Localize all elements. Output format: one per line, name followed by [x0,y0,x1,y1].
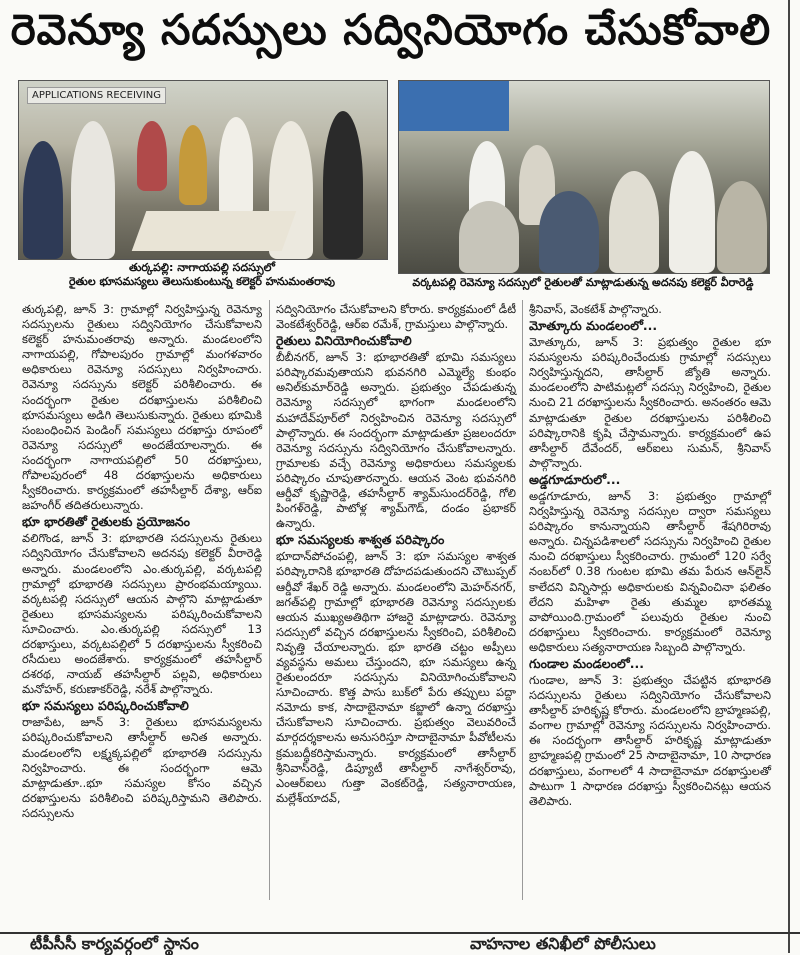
caption-line: తుర్కపల్లి: నాగాయపల్లి సదస్సులో [129,261,275,274]
column-divider [522,300,523,900]
column-divider [269,300,270,900]
subheading: రైతులు వినియోగించుకోవాలి [276,333,412,349]
person-figure [717,181,767,273]
next-headline-right: వాహనాల తనిఖీలో పోలీసులు [470,934,656,953]
paragraph: బీబీనగర్, జూన్ 3: భూభారతితో భూమి సమస్యలు పరిష్కారమవుతాయని భువనగిరి ఎమ్మెల్యే కుంభం అనిల్‌కుమార్‌రెడ్డి అన్నారు. ప్రభుత్వం చేపడుతున్న రెవెన్యూ సదస్సులో భాగంగా మండలంలోని మహాదేవ్‌పూర్‌లో నిర్వహించిన రెవెన్యూ సదస్సులో పాల్గొన్నారు. ఈ సందర్భంగా మాట్లాడుతూ ప్రజలందరూ రెవెన్యూ సదస్సును సద్వినియోగం చేసుకోవాలన్నారు. గ్రామాలకు వచ్చే రెవెన్యూ అధికారులు సమస్యలకు పరిష్కారం చూపుతారన్నారు. ఆయన వెంట భువనగిరి ఆర్డీవో కృష్ణారెడ్డి, తహసీల్దార్ శ్యామ్‌సుందర్‌రెడ్డి, గోలి పింగళ్‌రెడ్డి, పాటోళ్ల శ్యామ్‌గౌడ్, దండం ప్రభాకర్ ఉన్నారు. [276,350,516,531]
subheading: మోత్కూరు మండలంలో... [529,318,658,334]
next-article-strip [0,932,800,955]
subheading: గుండాల మండలంలో... [529,655,645,671]
subheading: భూ సమస్యలు పరిష్కరించుకోవాలి [22,698,189,714]
right-border-rule [788,0,790,953]
paragraph: శ్రీనివాస్, వెంకటేశ్ పాల్గొన్నారు. [529,302,662,316]
paragraph: మోత్కూరు, జూన్ 3: ప్రభుత్వం రైతుల భూ సమస్యలను పరిష్కరించేందుకు గ్రామాల్లో సదస్సులు నిర్వహిస్తున్నదని, తాసీల్దార్ జ్యోతి అన్నారు. మండలంలోని పాటిమట్లలో సదస్సు నిర్వహించి, రైతుల నుంచి 21 దరఖాస్తులను స్వీకరించారు. అనంతరం ఆమె మాట్లాడుతూ రైతుల దరఖాస్తులను పరిశీలించి పరిష్కారానికి కృషి చేస్తామన్నారు. కార్యక్రమంలో ఉప తాసీల్దార్ దేవేందర్, ఆర్ఐలు సుమన్, శ్రీనివాస్ పాల్గొన్నారు. [529,335,771,470]
caption-line: వర్కటపల్లి రెవెన్యూ సదస్సులో రైతులతో మాట్లాడుతున్న అదనపు కలెక్టర్ వీరారెడ్డి [412,276,754,289]
subheading: అడ్డగూడూరులో... [529,471,621,487]
paragraph: తుర్కపల్లి, జూన్ 3: గ్రామాల్లో నిర్వహిస్తున్న రెవెన్యూ సదస్సులను రైతులు సద్వినియోగం చేసుకోవాలని కలెక్టర్ హనుమంతరావు అన్నారు. మండలంలోని నాగాయపల్లి, గోపాలపురం గ్రామాల్లో మంగళవారం అధికారులు రెవెన్యూ సదస్సులు నిర్వహించారు. రెవెన్యూ సదస్సును కలెక్టర్ పరిశీలించారు. ఈ సందర్భంగా రైతుల దరఖాస్తులను పరిశీలించి భూసమస్యలు అడిగి తెలుసుకున్నారు. రైతులు భూమికి సంబంధించిన పెండింగ్ సమస్యలు దరఖాస్తు రూపంలో రెవెన్యూ సదస్సులో అందజేయాలన్నారు. ఈ సందర్భంగా నాగాయపల్లిలో 50 దరఖాస్తులు, గోపాలపురంలో 48 దరఖాస్తులను అధికారులు స్వీకరించారు. కార్యక్రమంలో తహసీల్దార్ దేశ్యా, ఆర్ఐ జహంగీర్ తదితరులున్నారు. [22,302,262,513]
person-figure [609,171,659,273]
paragraph: వలిగొండ, జూన్ 3: భూభారతి సదస్సులను రైతులు సద్వినియోగం చేసుకోవాలని అదనపు కలెక్టర్ వీరారెడ్డి అన్నారు. మండలంలోని ఎం.తుర్కపల్లి, వర్కటపల్లి గ్రామాల్లో భూభారతి సదస్సులు ప్రారంభమయ్యాయి. వర్కటపల్లి సదస్సులో ఆయన పాల్గొని మాట్లాడుతూ రైతులు భూసమస్యలను పరిష్కరించుకోవాలని సూచించారు. ఎం.తుర్కపల్లి సదస్సులో 13 దరఖాస్తులు, వర్కటపల్లిలో 5 దరఖాస్తులను స్వీకరించి రసీదులు అందజేశారు. కార్యక్రమంలో తహసీల్దార్ దశరథ, నాయబ్ తహసీల్దార్ పల్లవి, అధికారులు మనోహర్, కరుణాకర్‌రెడ్డి, నరేశ్ పాల్గొన్నారు. [22,531,262,697]
banner [399,81,509,131]
article-column-1 [22,302,262,821]
subheading: భూ సమస్యలకు శాశ్వత పరిష్కారం [276,532,445,548]
next-headline-left: టీపీసీసీ కార్యవర్గంలో స్థానం [30,934,199,953]
paragraph: రాజాపేట, జూన్ 3: రైతులు భూసమస్యలను పరిష్కరించుకోవాలని తాసీల్దార్ అనిత అన్నారు. మండలంలోని లక్ష్మక్కపల్లిలో భూభారతి సదస్సును నిర్వహించారు. ఈ సందర్భంగా ఆమె మాట్లాడుతూ..భూ సమస్యల కోసం వచ్చిన దరఖాస్తులను పరిశీలించి పరిష్కరిస్తామని తెలిపారు. సదస్సులను [22,715,262,820]
photo-left [18,80,388,260]
person-figure [539,191,599,273]
paragraph: భూదాన్‌పోచంపల్లి, జూన్ 3: భూ సమస్యల శాశ్వత పరిష్కారానికి భూభారతి దోహదపడుతుందని చౌటుప్పల్ ఆర్డీవో శేఖర్ రెడ్డి అన్నారు. మండలంలోని మెహర్‌నగర్, జగత్‌పల్లి గ్రామాల్లో భూభారతి రెవెన్యూ సదస్సులకు ఆయన ముఖ్యఅతిథిగా హాజరై మాట్లాడారు. రెవెన్యూ సదస్సులో వచ్చిన దరఖాస్తులను స్వీకరించి, పరిశీలించి నివృత్తి చేయాలన్నారు. భూ భారతి చట్టం అప్పీలు వ్యవస్థను అమలు చేస్తుందని, భూ సమస్యలు ఉన్న రైతులందరూ సదస్సును వినియోగించుకోవాలని సూచించారు. కొత్త పాసు బుక్‌లో పేరు తప్పులు పద్దా నమోదు కాక, సాదాబైనామా కబ్జాలో ఉన్నా దరఖాస్తు చేసుకోవాలని సూచించారు. ప్రభుత్వం వెలువరించే మార్గదర్శకాలను అనుసరిస్తూ సాదాబైనామా పీవోటీలను క్రమబద్ధీకరిస్తామన్నారు. కార్యక్రమంలో తాసీల్దార్ శ్రీనివాస్‌రెడ్డి, డిప్యూటీ తాసీల్దార్ నాగేశ్వర్‌రావు, ఎంఆర్ఐలు గుత్తా వెంకట్‌రెడ్డి, సత్యనారాయణ, మల్లేశ్‌యాదవ్, [276,549,516,805]
person-figure [323,111,363,259]
subheading: భూ భారతితో రైతులకు ప్రయోజనం [22,514,190,530]
table-with-papers [132,211,297,251]
person-figure [179,125,207,205]
paragraph: సద్వినియోగం చేసుకోవాలని కోరారు. కార్యక్రమంలో డీటీ వెంకటేశ్వర్‌రెడ్డి, ఆర్ఐ రమేశ్, గ్రామస్తులు పాల్గొన్నారు. [276,302,516,332]
photo-right [398,80,770,274]
headline: రెవెన్యూ సదస్సులు సద్వినియోగం చేసుకోవాలి [10,5,772,54]
article-column-2 [276,302,516,806]
caption-line: రైతుల భూసమస్యలు తెలుసుకుంటున్న కలెక్టర్ హనుమంతరావు [68,275,336,288]
person-figure [137,121,167,191]
person-figure [219,117,253,217]
photo-left-caption [18,261,386,289]
person-figure [459,201,519,273]
paragraph: అడ్డగూడూరు, జూన్ 3: ప్రభుత్వం గ్రామాల్లో నిర్వహిస్తున్న రెవెన్యూ సదస్సుల ద్వారా సమస్యలు పరిష్కారం కానున్నాయని తాసీల్దార్ శేషగిరిరావు అన్నారు. చిన్నపడిశాలలో సదస్సును నిర్వహించి రైతుల నుంచి దరఖాస్తులు స్వీకరించారు. గ్రామంలో 120 సర్వే నంబర్‌లో 0.38 గుంటల భూమి తమ పేరున ఆన్‌లైన్ కాలేదని విన్నిసార్లు అధికారులకు విన్నవించినా ఫలితం లేదని మహిళా రైతు తుమ్మల భారతమ్మ వాపోయింది.గ్రామంలో పలువురు రైతుల నుంచి దరఖాస్తులు స్వీకరించారు. కార్యక్రమంలో రెవెన్యూ అధికారులు సత్యనారాయణ సిబ్బంది పాల్గొన్నారు. [529,488,771,654]
photo-right-caption [398,276,768,290]
photo-sign: APPLICATIONS RECEIVING [27,87,166,104]
person-figure [23,141,63,259]
person-figure [669,151,715,273]
paragraph: గుండాల, జూన్ 3: ప్రభుత్వం చేపట్టిన భూభారతి సదస్సులను రైతులు సద్వినియోగం చేసుకోవాలని తాసీల్దార్ హరికృష్ణ కోరారు. మండలంలోని బ్రాహ్మణపల్లి, వంగాల గ్రామాల్లో రెవెన్యూ సదస్సులను నిర్వహించారు. ఈ సందర్భంగా తాసీల్దార్ హరికృష్ణ మాట్లాడుతూ బ్రాహ్మణపల్లి గ్రామంలో 25 సాదాబైనామా, 10 సాధారణ దరఖాస్తులు, వంగాలలో 4 సాదాబైనామా దరఖాస్తులతో పాటుగా 1 సాధారణ దరఖాస్తు స్వీకరించినట్లు ఆయన తెలిపారు. [529,672,771,808]
article-column-3 [529,302,771,809]
person-figure [71,121,115,259]
